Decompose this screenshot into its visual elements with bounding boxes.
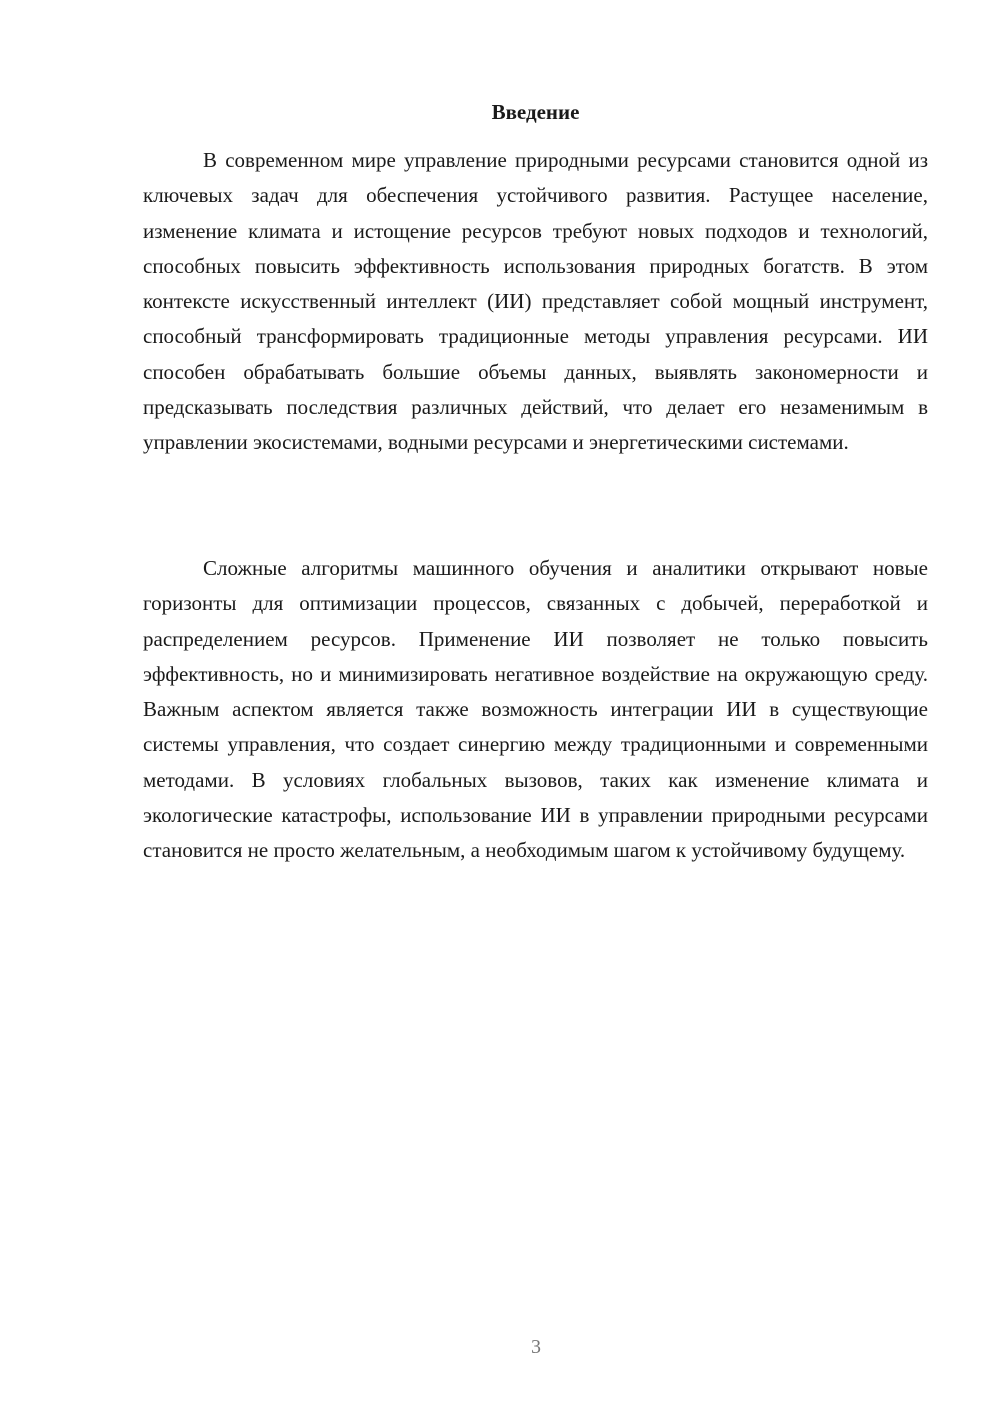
page-number: 3	[531, 1336, 541, 1358]
paragraph-1: В современном мире управление природными ресурсами становится одной из ключевых задач для обеспечения устойчивого развития. Растущее население, изменение климата и истощение ресурсов требуют новых подходов и технологий, способных повысить эффективность использования природных богатств. В этом контексте искусственный интеллект (ИИ) представляет собой мощный инструмент, способный трансформировать традиционные методы управления ресурсами. ИИ способен обрабатывать большие объемы данных, выявлять закономерности и предсказывать последствия различных действий, что делает его незаменимым в управлении экосистемами, водными ресурсами и энергетическими системами.	[143, 148, 928, 455]
page-title: Введение	[491, 100, 580, 124]
paragraph-2: Сложные алгоритмы машинного обучения и аналитики открывают новые горизонты для оптимизации процессов, связанных с добычей, переработкой и распределением ресурсов. Применение ИИ позволяет не только повысить эффективность, но и минимизировать негативное воздействие на окружающую среду. Важным аспектом является также возможность интеграции ИИ в существующие системы управления, что создает синергию между традиционными и современными методами. В условиях глобальных вызовов, таких как изменение климата и экологические катастрофы, использование ИИ в управлении природными ресурсами становится не просто желательным, а необходимым шагом к устойчивому будущему.	[143, 556, 928, 863]
